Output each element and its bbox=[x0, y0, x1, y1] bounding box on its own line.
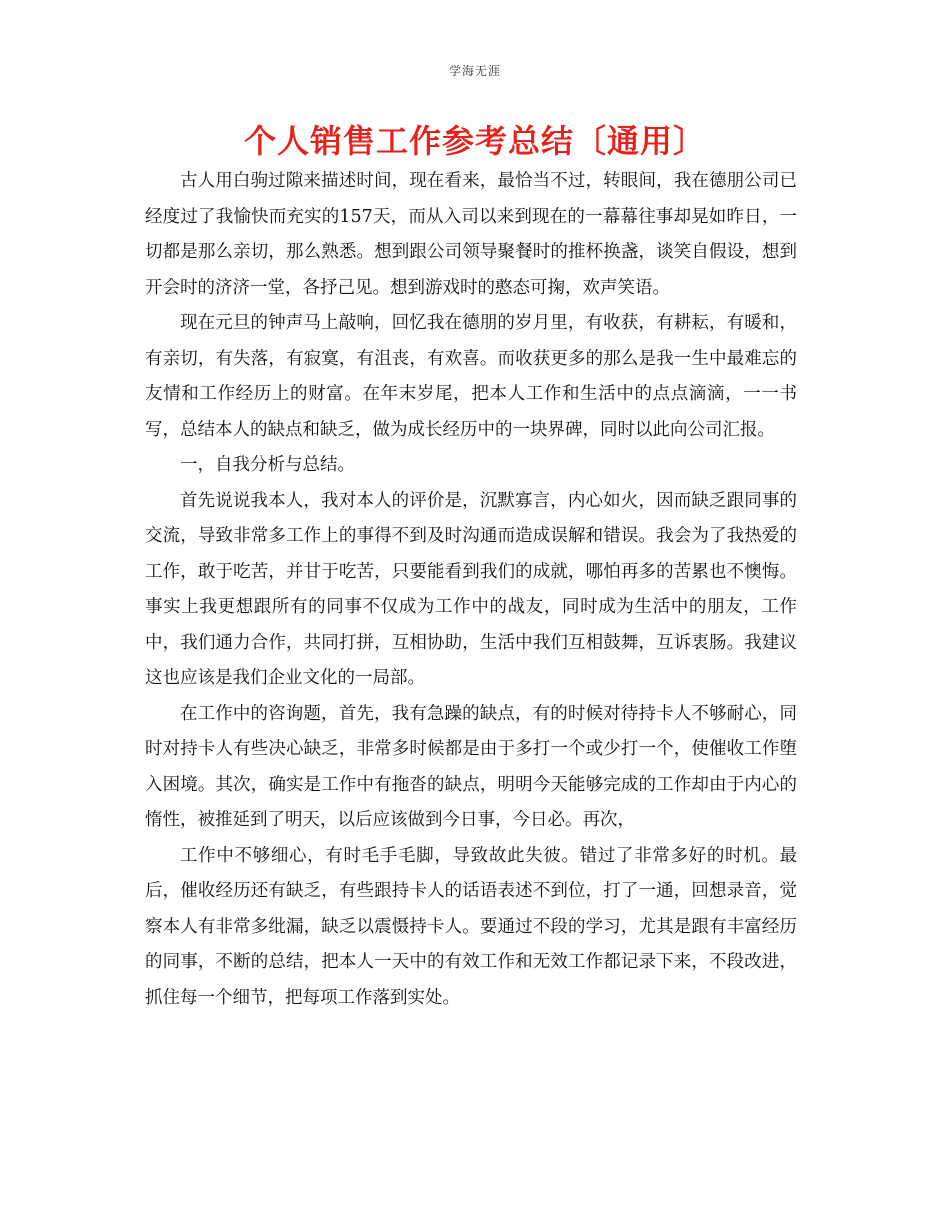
document-title: 个人销售工作参考总结〔通用〕 bbox=[243, 122, 706, 160]
page-header: 学海无涯 bbox=[448, 64, 501, 78]
paragraph: 首先说说我本人，我对本人的评价是，沉默寡言，内心如火，因而缺乏跟同事的交流，导致非常多工作上的事得不到及时沟通而造成误解和错误。我会为了我热爱的工作，敢于吃苦，并甘于吃苦，只要能看到我们的成就，哪怕再多的苦累也不懊悔。事实上我更想跟所有的同事不仅成为工作中的战友，同时成为生活中的朋友，工作中，我们通力合作，共同打拼，互相协助，生活中我们互相鼓舞，互诉衷肠。我建议这也应该是我们企业文化的一局部。 bbox=[145, 490, 797, 688]
section-heading: 一，自我分析与总结。 bbox=[180, 455, 355, 475]
paragraph: 工作中不够细心，有时毛手毛脚，导致故此失彼。错过了非常多好的时机。最后，催收经历还有缺乏，有些跟持卡人的话语表述不到位，打了一通，回想录音，觉察本人有非常多纰漏，缺乏以震慑持卡人。要通过不段的学习，尤其是跟有丰富经历的同事，不断的总结，把本人一天中的有效工作和无效工作都记录下来，不段改进，抓住每一个细节，把每项工作落到实处。 bbox=[145, 845, 797, 1008]
document-body bbox=[145, 164, 797, 1016]
paragraph: 古人用白驹过隙来描述时间，现在看来，最恰当不过，转眼间，我在德朋公司已经度过了我愉快而充实的157天，而从入司以来到现在的一幕幕往事却晃如昨日，一切都是那么亲切，那么熟悉。想到跟公司领导聚餐时的推杯换盏，谈笑自假设，想到开会时的济济一堂，各抒己见。想到游戏时的憨态可掬，欢声笑语。 bbox=[145, 171, 797, 298]
paragraph: 现在元旦的钟声马上敲响，回忆我在德朋的岁月里，有收获，有耕耘，有暖和，有亲切，有失落，有寂寞，有沮丧，有欢喜。而收获更多的那么是我一生中最难忘的友情和工作经历上的财富。在年末岁尾，把本人工作和生活中的点点滴滴，一一书写，总结本人的缺点和缺乏，做为成长经历中的一块界碑，同时以此向公司汇报。 bbox=[145, 313, 797, 440]
paragraph: 在工作中的咨询题，首先，我有急躁的缺点，有的时候对待持卡人不够耐心，同时对持卡人有些决心缺乏，非常多时候都是由于多打一个或少打一个，使催收工作堕入困境。其次，确实是工作中有拖沓的缺点，明明今天能够完成的工作却由于内心的惰性，被推延到了明天，以后应该做到今日事，今日必。再次， bbox=[145, 703, 797, 830]
